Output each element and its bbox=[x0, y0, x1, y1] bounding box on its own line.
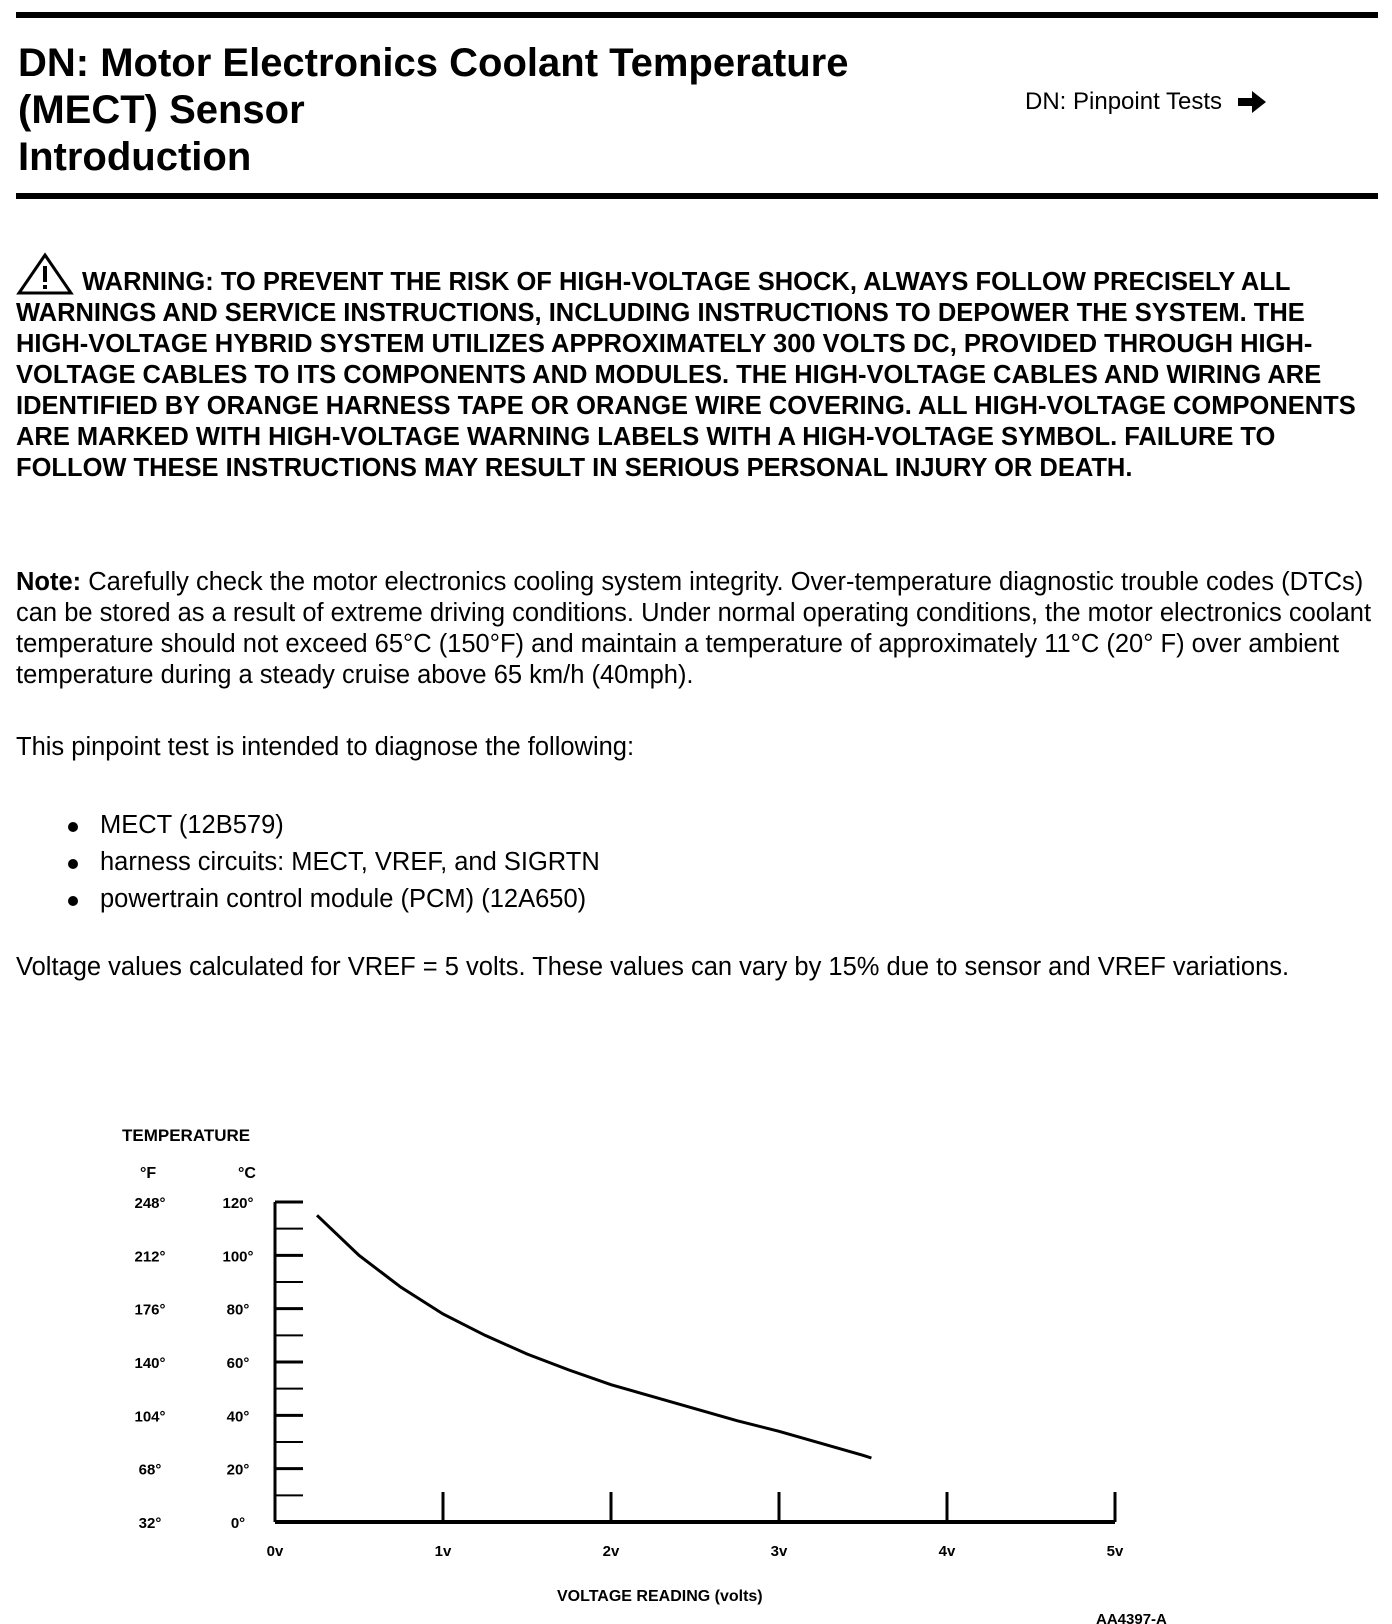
figure-id: AA4397-A bbox=[1096, 1611, 1167, 1624]
x-tick-label: 3v bbox=[770, 1543, 788, 1560]
y-tick-label-f: 104° bbox=[134, 1408, 166, 1426]
y-tick-label-f: 140° bbox=[134, 1355, 166, 1372]
y-minor-ticks bbox=[275, 1202, 303, 1495]
x-axis-label: VOLTAGE READING (volts) bbox=[557, 1588, 763, 1605]
list-item: MECT (12B579) bbox=[66, 807, 600, 844]
warning-triangle-icon bbox=[16, 252, 74, 296]
page-title bbox=[18, 40, 848, 181]
top-rule bbox=[16, 12, 1378, 18]
diagnose-list bbox=[66, 807, 600, 918]
list-item: powertrain control module (PCM) (12A650) bbox=[66, 881, 600, 918]
page-title-line-1: DN: Motor Electronics Coolant Temperature bbox=[18, 41, 849, 85]
y-tick-label-f: 212° bbox=[134, 1248, 166, 1266]
y-tick-label-c: 20° bbox=[226, 1461, 250, 1479]
temperature-voltage-chart bbox=[0, 1110, 1392, 1624]
y-tick-labels bbox=[134, 1195, 253, 1532]
list-item: harness circuits: MECT, VREF, and SIGRTN bbox=[66, 844, 600, 881]
x-tick-label: 5v bbox=[1106, 1543, 1124, 1560]
x-tick-label: 2v bbox=[602, 1543, 620, 1560]
x-ticks bbox=[267, 1492, 1124, 1560]
warning-text: WARNING: TO PREVENT THE RISK OF HIGH-VOLTAGE SHOCK, ALWAYS FOLLOW PRECISELY ALL WARNINGS AND SERVICE INSTRUCTIONS, INCLUDING INSTRUCTIONS TO DEPOWER THE SYSTEM. THE HIGH-VOLTAGE HYBRID SYSTEM UTILIZES APPROXIMATELY 300 VOLTS DC, PROVIDED THROUGH HIGH-VOLTAGE CABLES TO ITS COMPONENTS AND MODULES. THE HIGH-VOLTAGE CABLES AND WIRING ARE IDENTIFIED BY ORANGE HARNESS TAPE OR ORANGE WIRE COVERING. ALL HIGH-VOLTAGE COMPONENTS ARE MARKED WITH HIGH-VOLTAGE WARNING LABELS WITH A HIGH-VOLTAGE SYMBOL. FAILURE TO FOLLOW THESE INSTRUCTIONS MAY RESULT IN SERIOUS PERSONAL INJURY OR DEATH. bbox=[16, 268, 1356, 482]
voltage-note-paragraph: Voltage values calculated for VREF = 5 volts. These values can vary by 15% due to sensor and VREF variations. bbox=[16, 953, 1290, 981]
fahrenheit-axis-label: °F bbox=[140, 1165, 157, 1182]
y-tick-label-f: 68° bbox=[138, 1461, 162, 1479]
warning-block bbox=[16, 252, 1376, 484]
chart-title: TEMPERATURE bbox=[122, 1126, 251, 1145]
header-rule bbox=[16, 193, 1378, 199]
arrow-right-icon bbox=[1236, 89, 1268, 115]
pinpoint-tests-link[interactable] bbox=[1025, 88, 1268, 116]
series-line-mect bbox=[317, 1215, 871, 1458]
y-tick-label-f: 176° bbox=[134, 1301, 166, 1319]
y-tick-label-f: 32° bbox=[138, 1515, 162, 1532]
pinpoint-tests-link-label: DN: Pinpoint Tests bbox=[1025, 88, 1222, 115]
page-title-line-3: Introduction bbox=[18, 135, 252, 179]
y-tick-label-c: 80° bbox=[226, 1301, 250, 1319]
note-text: Carefully check the motor electronics cooling system integrity. Over-temperature diagnostic trouble codes (DTCs) can be stored as a result of extreme driving conditions. Under normal operating conditions, the motor electronics coolant temperature should not exceed 65°C (150°F) and maintain a temperature of approximately 11°C (20° F) over ambient temperature during a steady cruise above 65 km/h (40mph). bbox=[16, 568, 1372, 689]
x-tick-label: 0v bbox=[266, 1543, 284, 1560]
y-tick-label-c: 0° bbox=[230, 1515, 246, 1532]
page-title-line-2: (MECT) Sensor bbox=[18, 88, 305, 132]
y-tick-label-f: 248° bbox=[134, 1195, 166, 1212]
y-tick-label-c: 40° bbox=[226, 1408, 250, 1426]
intro-paragraph: This pinpoint test is intended to diagnose the following: bbox=[16, 733, 635, 761]
celsius-axis-label: °C bbox=[238, 1165, 256, 1182]
y-tick-label-c: 60° bbox=[226, 1355, 250, 1372]
note-label: Note: bbox=[16, 568, 82, 596]
y-tick-label-c: 120° bbox=[222, 1195, 254, 1212]
note-paragraph bbox=[16, 567, 1376, 691]
x-tick-label: 1v bbox=[434, 1543, 452, 1560]
y-tick-label-c: 100° bbox=[222, 1248, 254, 1266]
x-tick-label: 4v bbox=[938, 1543, 956, 1560]
